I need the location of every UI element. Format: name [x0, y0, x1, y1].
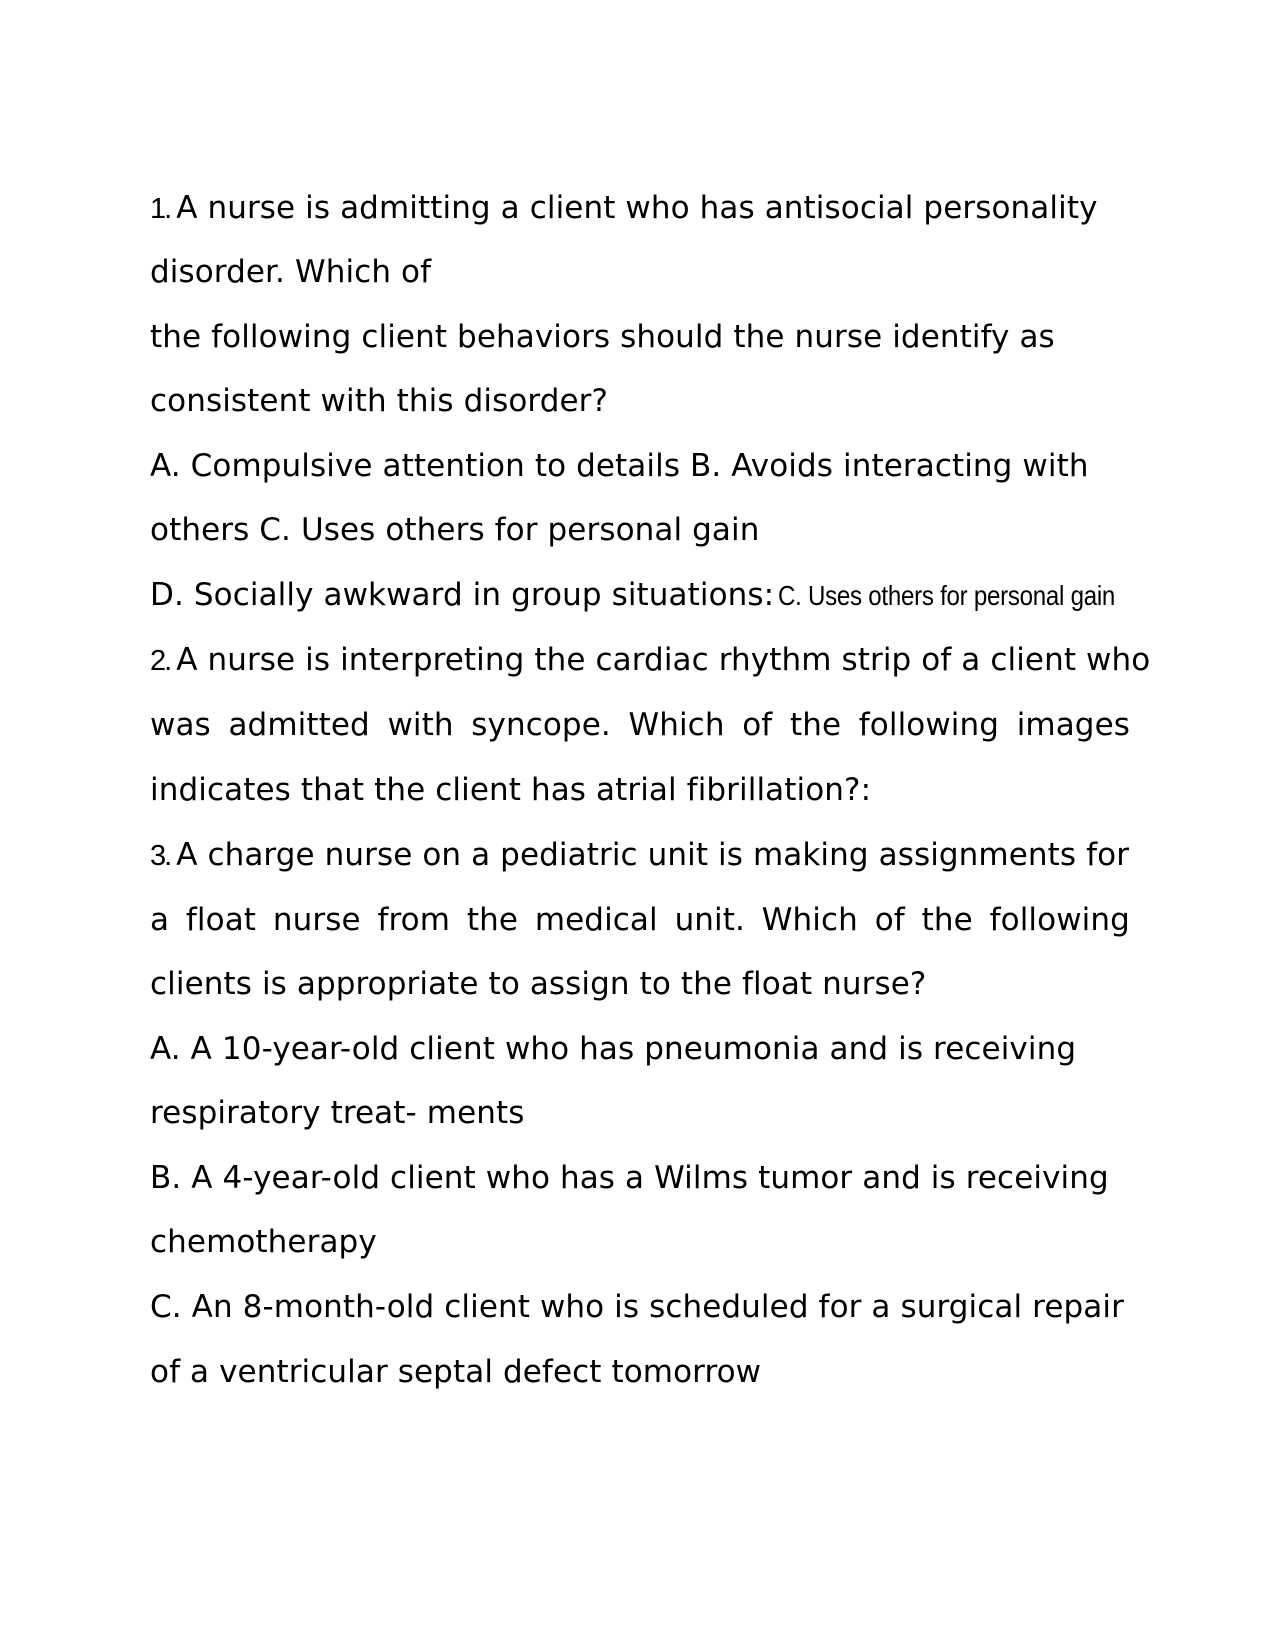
q2-word: with [387, 707, 454, 743]
q3-number: 3. [150, 840, 171, 872]
q3-word: medical [534, 902, 658, 938]
q1-line-1 [150, 188, 1130, 229]
q1-stem-line-3: the following client behaviors should the nurse identify as [150, 319, 1055, 355]
q2-word: the [789, 707, 842, 743]
q2-word: admitted [228, 707, 370, 743]
q3-word: the [921, 902, 973, 938]
q3-word: from [377, 902, 451, 938]
q3-word: the [466, 902, 519, 938]
q2-word: following [858, 707, 1000, 743]
q3-option-c-line-2: of a ventricular septal defect tomorrow [150, 1354, 762, 1390]
q3-word: a [150, 902, 170, 938]
q3-word: unit. [674, 902, 745, 938]
q1-answer: C. Uses others for personal gain [778, 580, 1116, 611]
q3-word: of [874, 902, 905, 938]
q2-word: Which [628, 707, 725, 743]
q2-stem-line-3: indicates that the client has atrial fibrillation?: [150, 772, 872, 808]
q1-options-line-3 [150, 575, 1130, 616]
q2-line-1 [150, 640, 1151, 681]
q1-stem-line-1: A nurse is admitting a client who has antisocial personality [176, 190, 1098, 226]
q3-word: float [185, 902, 257, 938]
q1-stem-line-4: consistent with this disorder? [150, 383, 609, 419]
q3-word: following [989, 902, 1130, 938]
q1-options-line-1: A. Compulsive attention to details B. Avoids interacting with [150, 448, 1089, 484]
q2-stem-line-2 [150, 705, 1130, 745]
q2-word: images [1016, 707, 1130, 743]
q3-option-a-line-1: A. A 10-year-old client who has pneumonia and is receiving [150, 1031, 1077, 1067]
q1-option-d: D. Socially awkward in group situations: [150, 577, 775, 613]
q2-number: 2. [150, 645, 171, 677]
q3-option-c-line-1: C. An 8-month-old client who is scheduled for a surgical repair [150, 1289, 1124, 1325]
q3-option-b-line-2: chemotherapy [150, 1224, 377, 1260]
q3-stem-line-3: clients is appropriate to assign to the float nurse? [150, 966, 927, 1002]
q3-word: Which [761, 902, 858, 938]
q1-number: 1. [150, 193, 171, 225]
q3-option-a-line-2: respiratory treat- ments [150, 1095, 525, 1131]
q1-stem-line-2: disorder. Which of [150, 254, 432, 290]
q2-word: of [742, 707, 773, 743]
q3-line-1 [150, 835, 1130, 876]
q3-word: nurse [272, 902, 361, 938]
q2-word: syncope. [471, 707, 611, 743]
q3-stem-line-2 [150, 900, 1130, 940]
q3-stem-line-1: A charge nurse on a pediatric unit is making assignments for [176, 837, 1130, 873]
q2-word: was [150, 707, 211, 743]
q3-option-b-line-1: B. A 4-year-old client who has a Wilms tumor and is receiving [150, 1160, 1109, 1196]
q1-options-line-2: others C. Uses others for personal gain [150, 512, 760, 548]
q2-stem-line-1: A nurse is interpreting the cardiac rhythm strip of a client who [176, 642, 1151, 678]
